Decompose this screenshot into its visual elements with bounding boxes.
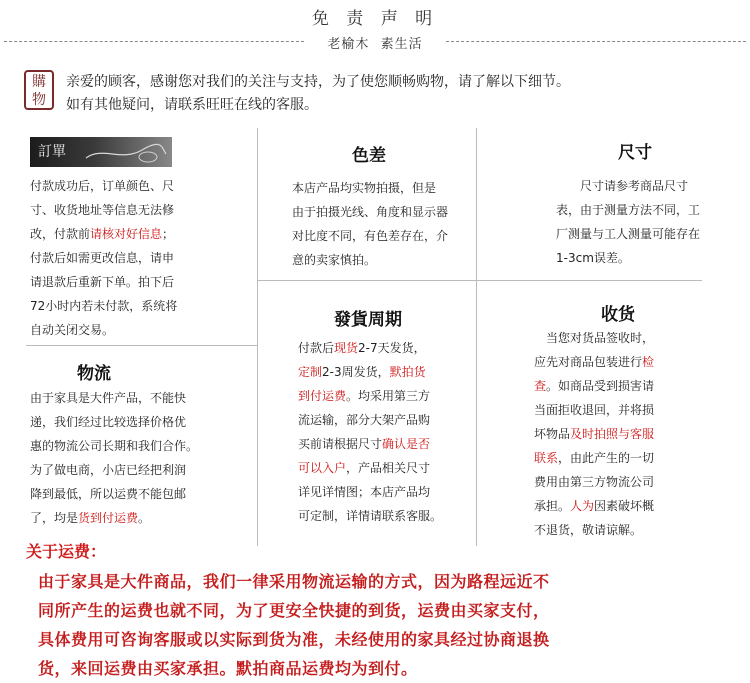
intro-line-2: 如有其他疑问，请联系旺旺在线的客服。 [66,97,318,113]
text-segment: ，产品相关尺寸 [346,461,431,475]
highlight-text: 现货 [334,341,359,355]
text-segment: 降到最低，所以运费不能包邮 [30,487,187,501]
text-segment: 对比度不同，有色差存在，介 [292,229,449,243]
text-line [30,174,250,198]
text-line [298,456,470,480]
text-segment: 自动关闭交易。 [30,323,115,337]
intro-text [66,71,570,117]
text-segment: 应先对商品包装进行 [534,355,643,369]
receiving-heading: 收货 [601,305,635,325]
text-line [30,434,255,458]
text-line [534,518,720,542]
text-segment: 。 [138,511,151,525]
text-line [30,246,250,270]
shipping-fee-line: 由于家具是大件商品，我们一律采用物流运输的方式，因为路程远近不 [38,572,550,591]
shipping-fee-title: 关于运费： [26,542,107,561]
text-segment: 付款后 [298,341,335,355]
text-segment: 意的卖家慎拍。 [292,253,377,267]
text-segment: 表，由于测量方法不同，工 [556,203,701,217]
text-line [534,398,720,422]
text-segment: 惠的物流公司长期和我们合作。 [30,439,199,453]
text-segment: ； [162,227,175,241]
highlight-text: 检 [642,355,655,369]
grid-vline-2 [476,128,477,546]
text-segment: 72小时内若未付款，系统将 [30,299,178,313]
text-segment: 2-7天发货， [358,341,426,355]
text-segment: 买前请根据尺寸 [298,437,383,451]
text-line [30,270,250,294]
text-segment: 承担。 [534,499,571,513]
text-segment: 。均采用第三方 [346,389,431,403]
text-line [30,294,250,318]
text-line [298,432,470,456]
text-line [298,384,470,408]
highlight-text: 默拍货 [389,365,426,379]
text-line [298,408,470,432]
text-segment: 2-3周发货， [322,365,390,379]
intro-line-1: 亲爱的顾客，感谢您对我们的关注与支持，为了使您顺畅购物，请了解以下细节。 [66,74,570,90]
text-line [292,176,474,200]
text-line [30,198,250,222]
text-segment: 付款后如需更改信息，请申 [30,251,175,265]
text-line [534,350,720,374]
size-text [556,174,736,270]
shopping-seal-icon [24,70,54,110]
text-segment: 不退货，敬请谅解。 [534,523,643,537]
text-segment: 递，我们经过比较选择价格优 [30,415,187,429]
text-segment: 坏物品 [534,427,571,441]
highlight-text: 到付运费 [298,389,347,403]
order-banner [30,137,172,167]
text-line [556,222,736,246]
text-segment: 。如商品受到损害请 [546,379,655,393]
text-segment: 请退款后重新下单。拍下后 [30,275,175,289]
text-segment: 本店产品均实物拍摄，但是 [292,181,437,195]
size-heading: 尺寸 [618,143,652,163]
brand-slogan: 素生活 [380,37,423,52]
text-line [30,410,255,434]
text-segment: 由于拍摄光线、角度和显示器 [292,205,449,219]
highlight-text: 货到付运费 [78,511,139,525]
shipping-cycle-text [298,336,470,528]
highlight-text: 人为 [570,499,595,513]
text-segment: 了，均是 [30,511,79,525]
text-line [298,360,470,384]
highlight-text: 可以入户 [298,461,347,475]
logistics-text [30,386,255,530]
highlight-text: 及时拍照与客服 [570,427,655,441]
grid-vline-1 [257,128,258,546]
text-segment: 费用由第三方物流公司 [534,475,655,489]
shipping-fee-line: 具体费用可咨询客服或以实际到货为准，未经使用的家具经过协商退换 [38,630,550,649]
text-segment: 尺寸请参考商品尺寸 [556,179,689,193]
teapot-decoration-icon [82,140,168,164]
highlight-text: 联系 [534,451,559,465]
shipping-fee-line: 同所产生的运费也就不同，为了更安全快捷的到货，运费由买家支付， [38,601,550,620]
highlight-text: 确认是否 [382,437,431,451]
seal-char-top: 購 [32,74,46,90]
text-line [30,458,255,482]
text-line [30,482,255,506]
brand-name: 老榆木 [327,37,370,52]
text-line [534,422,720,446]
text-segment: ，由此产生的一切 [558,451,655,465]
shipping-fee-text [38,567,728,683]
page-title: 免 责 声 明 [311,9,439,29]
text-line [30,506,255,530]
text-segment: 因素破坏概 [594,499,655,513]
text-line [556,246,736,270]
shipping-fee-line: 货，来回运费由买家承担。默拍商品运费均为到付。 [38,659,418,678]
text-segment: 付款成功后，订单颜色、尺 [30,179,175,193]
text-line [556,174,736,198]
text-line [556,198,736,222]
text-line [298,336,470,360]
text-line [30,318,250,342]
highlight-text: 查 [534,379,547,393]
text-segment: 由于家具是大件产品，不能快 [30,391,187,405]
color-diff-heading: 色差 [352,146,386,166]
text-segment: 厂测量与工人测量可能存在 [556,227,701,241]
highlight-text: 定制 [298,365,323,379]
text-line [534,470,720,494]
text-line [292,200,474,224]
text-segment: 1-3cm误差。 [556,251,630,265]
text-segment: 当您对货品签收时， [534,331,655,345]
shipping-cycle-heading: 發貨周期 [334,310,402,330]
text-line [534,446,720,470]
color-diff-text [292,176,474,272]
page-subtitle [0,33,750,52]
grid-hline-left [26,345,257,346]
receiving-text [534,326,720,542]
order-text [30,174,250,342]
text-line [298,480,470,504]
text-line [534,494,720,518]
text-line [534,326,720,350]
text-segment: 为了做电商，小店已经把利润 [30,463,187,477]
order-banner-label: 訂單 [38,144,66,160]
text-segment: 可定制，详情请联系客服。 [298,509,443,523]
text-segment: 寸、收货地址等信息无法修 [30,203,175,217]
seal-char-bottom: 物 [32,92,46,108]
text-line [30,222,250,246]
text-line [292,248,474,272]
text-line [534,374,720,398]
highlight-text: 请核对好信息 [90,227,163,241]
text-segment: 改，付款前 [30,227,91,241]
text-segment: 当面拒收退回，并将损 [534,403,655,417]
text-segment: 详见详情图；本店产品均 [298,485,431,499]
text-segment: 流运输，部分大架产品购 [298,413,431,427]
text-line [30,386,255,410]
text-line [298,504,470,528]
grid-hline-middle [257,280,702,281]
logistics-heading: 物流 [77,364,111,384]
text-line [292,224,474,248]
